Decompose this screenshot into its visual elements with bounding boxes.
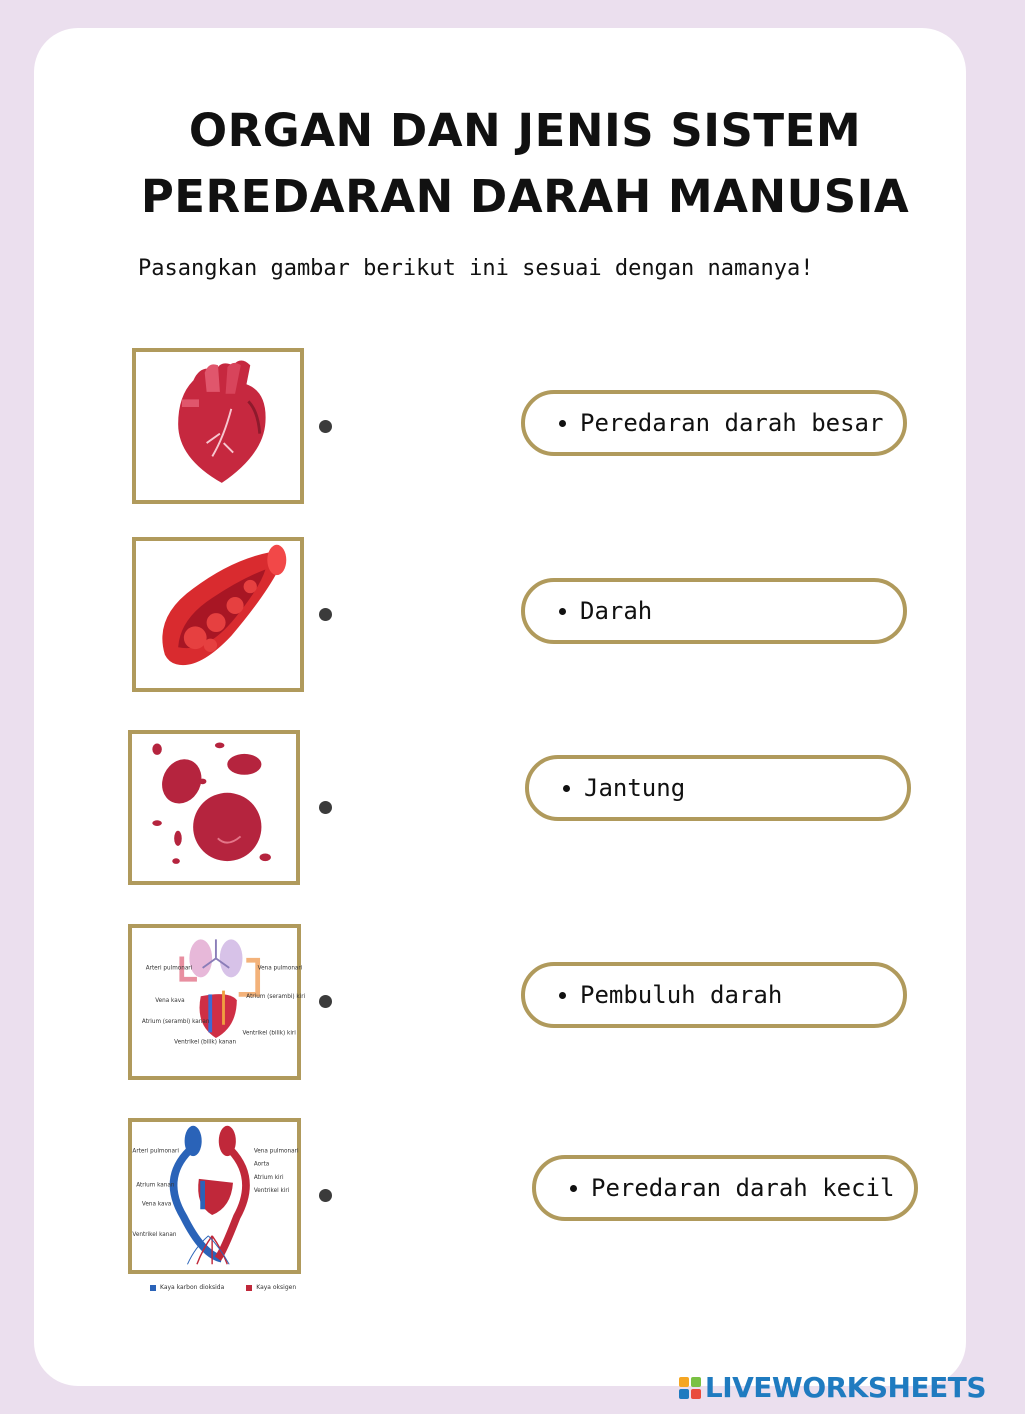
brand-name: LIVEWORKSHEETS (704, 1371, 986, 1404)
diagram-legend (150, 1284, 296, 1291)
bullet-icon[interactable] (563, 785, 570, 792)
connector-dot-5[interactable] (319, 1189, 332, 1202)
image-box-blood-vessel (132, 537, 304, 692)
answer-label: Pembuluh darah (580, 981, 783, 1009)
svg-text:Ventrikel kanan: Ventrikel kanan (132, 1231, 177, 1238)
svg-text:Ventrikel (bilik) kiri: Ventrikel (bilik) kiri (242, 1030, 296, 1037)
answer-label: Peredaran darah kecil (591, 1174, 895, 1202)
answer-pill-1[interactable] (521, 390, 907, 456)
image-box-pulmonary-diagram (128, 924, 306, 1080)
answer-pill-3[interactable] (525, 755, 911, 821)
answer-label: Peredaran darah besar (580, 409, 884, 437)
connector-dot-1[interactable] (319, 420, 332, 433)
answer-pill-4[interactable] (521, 962, 907, 1028)
svg-text:Atrium kiri: Atrium kiri (253, 1174, 284, 1181)
blood-cells-icon (132, 734, 296, 881)
legend-oxygen: Kaya oksigen (256, 1284, 297, 1291)
image-box-systemic-diagram (128, 1118, 301, 1274)
blood-vessel-icon (136, 541, 300, 688)
systemic-circulation-diagram (132, 1122, 297, 1270)
svg-text:Vena pulmonari: Vena pulmonari (253, 1148, 299, 1155)
svg-text:Vena pulmonari: Vena pulmonari (257, 965, 303, 972)
svg-text:Arteri pulmonari: Arteri pulmonari (132, 1148, 179, 1155)
svg-text:Vena kava: Vena kava (155, 998, 185, 1004)
heart-icon (136, 352, 300, 500)
svg-text:Atrium kanan: Atrium kanan (136, 1182, 175, 1189)
legend-co2: Kaya karbon dioksida (160, 1284, 225, 1291)
liveworksheets-mark-icon (679, 1377, 701, 1399)
svg-text:Atrium (serambi) kiri: Atrium (serambi) kiri (246, 994, 306, 1001)
connector-dot-2[interactable] (319, 608, 332, 621)
worksheet-title-line-2: PEREDARAN DARAH MANUSIA (140, 170, 910, 223)
pulmonary-circulation-diagram (132, 928, 306, 1076)
image-box-heart (132, 348, 304, 504)
bullet-icon[interactable] (559, 420, 566, 427)
instruction-text: Pasangkan gambar berikut ini sesuai dengan namanya! (138, 256, 814, 281)
svg-text:Atrium (serambi) kanan: Atrium (serambi) kanan (141, 1018, 210, 1025)
liveworksheets-logo[interactable] (679, 1371, 986, 1404)
bullet-icon[interactable] (570, 1185, 577, 1192)
answer-pill-2[interactable] (521, 578, 907, 644)
connector-dot-4[interactable] (319, 995, 332, 1008)
svg-text:Aorta: Aorta (253, 1161, 270, 1168)
bullet-icon[interactable] (559, 992, 566, 999)
answer-label: Jantung (584, 774, 686, 802)
worksheet-title-line-1: ORGAN DAN JENIS SISTEM (188, 104, 862, 157)
svg-text:Ventrikel (bilik) kanan: Ventrikel (bilik) kanan (174, 1039, 237, 1046)
svg-text:Vena kava: Vena kava (141, 1201, 172, 1208)
connector-dot-3[interactable] (319, 801, 332, 814)
answer-pill-5[interactable] (532, 1155, 918, 1221)
svg-text:Ventrikel kiri: Ventrikel kiri (253, 1188, 290, 1195)
bullet-icon[interactable] (559, 608, 566, 615)
answer-label: Darah (580, 597, 653, 625)
image-box-blood-cells (128, 730, 300, 885)
svg-text:Arteri pulmonari: Arteri pulmonari (145, 965, 193, 972)
